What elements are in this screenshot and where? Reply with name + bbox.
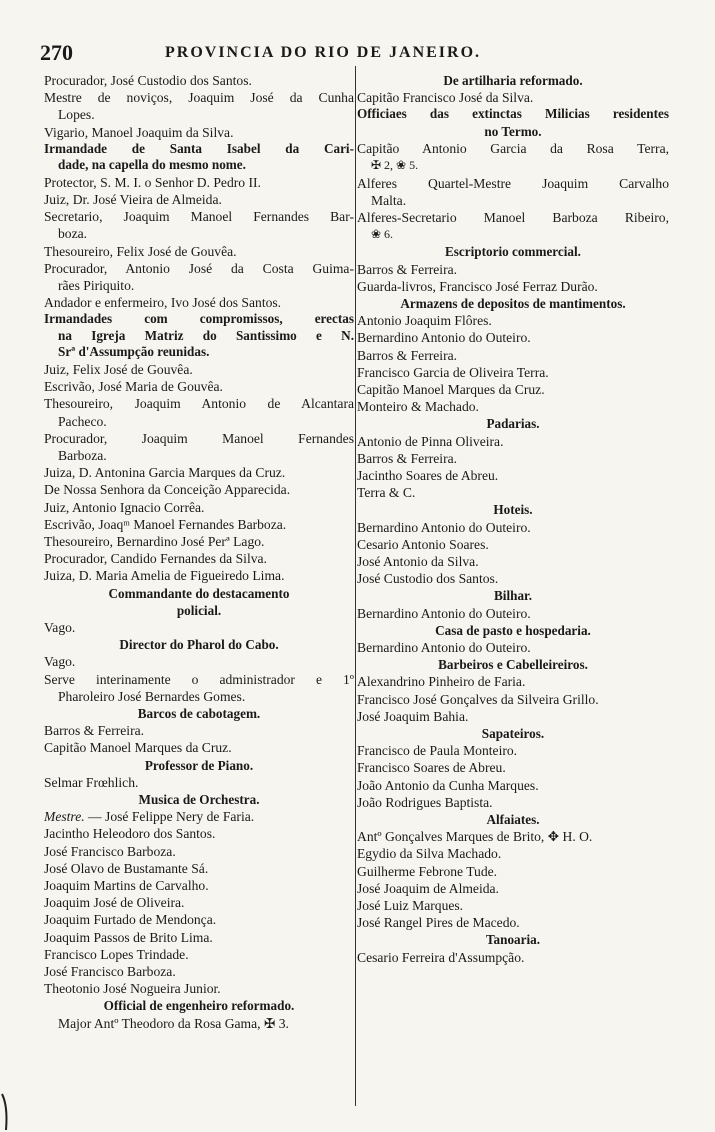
entry-role: Mestre.	[44, 809, 85, 825]
entry: Juiz, Felix José de Gouvêa.	[44, 361, 193, 377]
page-header	[40, 40, 690, 68]
entry: Bernardino Antonio do Outeiro.	[357, 640, 531, 655]
entry: Cesario Antonio Soares.	[357, 536, 489, 552]
entry: Escrivão, Joaqᵐ Manoel Fernandes Barboza.	[44, 516, 287, 532]
section-heading: Casa de pasto e hospedaria.	[435, 622, 591, 638]
entry: Selmar Frœhlich.	[44, 774, 139, 790]
entry: Pacheco.	[58, 413, 107, 429]
entry: Alferes-Secretario Manoel Barboza Ribeiro,	[357, 209, 669, 225]
entry: Terra & C.	[357, 485, 416, 501]
entry: Thesoureiro, Felix José de Gouvêa.	[44, 243, 237, 259]
section-heading: Barbeiros e Cabelleireiros.	[438, 657, 588, 673]
entry: Monteiro & Machado.	[357, 399, 479, 415]
entry: Malta.	[371, 192, 407, 208]
entry: Escrivão, José Maria de Gouvêa.	[44, 379, 223, 395]
entry: Barboza.	[58, 447, 107, 463]
section-heading: Tanoaria.	[485, 932, 541, 948]
section-heading: Official de engenheiro reformado.	[103, 998, 295, 1014]
entry: Pharoleiro José Bernardes Gomes.	[58, 688, 246, 704]
page-number: 270	[40, 40, 73, 65]
entry: José Joaquim de Almeida.	[357, 880, 499, 896]
entry: José Joaquim Bahia.	[357, 708, 469, 724]
section-heading: policial.	[176, 602, 222, 618]
entry: José Custodio dos Santos.	[357, 571, 499, 587]
section-heading: Irmandades com compromissos, erectas	[44, 311, 354, 327]
entry: João Antonio da Cunha Marques.	[357, 777, 539, 793]
entry: Barros & Ferreira.	[357, 261, 458, 277]
entry: Procurador, Joaquim Manoel Fernandes	[44, 430, 354, 446]
entry: Capitão Francisco José da Silva.	[357, 90, 534, 106]
entry: Protector, S. M. I. o Senhor D. Pedro II.	[44, 174, 261, 190]
entry: boza.	[58, 226, 88, 242]
section-heading: Barcos de cabotagem.	[137, 706, 261, 721]
entry: Serve interinamente o administrador e 1º	[44, 671, 354, 687]
section-heading: dade, na capella do mesmo nome.	[58, 157, 246, 173]
entry: De Nossa Senhora da Conceição Apparecida.	[44, 482, 291, 498]
entry: Antº Gonçalves Marques de Brito, ✥ H. O.	[357, 829, 593, 845]
entry: Egydio da Silva Machado.	[357, 846, 502, 862]
section-heading: Alfaiates.	[486, 812, 540, 828]
entry: José Olavo de Bustamante Sá.	[44, 860, 209, 876]
section-heading: Escriptorio commercial.	[445, 244, 581, 260]
entry: Vago.	[44, 619, 76, 635]
section-heading: Hoteis.	[493, 502, 533, 518]
entry: rães Piriquito.	[58, 278, 135, 294]
entry: Vago.	[44, 654, 76, 670]
entry: Lopes.	[58, 107, 95, 123]
section-heading: Armazens de depositos de mantimentos.	[400, 295, 626, 311]
entry: Capitão Manoel Marques da Cruz.	[44, 740, 232, 756]
section-heading: no Termo.	[484, 123, 542, 139]
entry: Juiz, Dr. José Vieira de Almeida.	[44, 192, 222, 208]
entry: Barros & Ferreira.	[357, 347, 458, 363]
entry: Juiz, Antonio Ignacio Corrêa.	[44, 499, 205, 515]
entry: Joaquim Passos de Brito Lima.	[44, 929, 213, 945]
section-heading: Padarias.	[486, 416, 540, 432]
left-column	[44, 72, 354, 1032]
entry: Francisco Soares de Abreu.	[357, 760, 506, 776]
entry: Antonio Joaquim Flôres.	[357, 313, 492, 329]
entry: José Francisco Barboza.	[44, 843, 176, 859]
entry: José Luiz Marques.	[357, 898, 464, 914]
entry: ✠ 2, ❀ 5.	[371, 158, 419, 173]
entry: João Rodrigues Baptista.	[357, 794, 493, 810]
entry: Procurador, Candido Fernandes da Silva.	[44, 551, 267, 567]
entry: Andador e enfermeiro, Ivo José dos Santos.	[44, 295, 282, 311]
scan-edge-mark	[0, 1092, 14, 1132]
entry: Secretario, Joaquim Manoel Fernandes Bar-	[44, 209, 354, 225]
section-heading: na Igreja Matriz do Santissimo e N.	[58, 327, 354, 343]
entry: Francisco José Gonçalves da Silveira Grillo.	[357, 691, 599, 707]
entry: Alexandrino Pinheiro de Faria.	[357, 674, 526, 690]
entry: Joaquim José de Oliveira.	[44, 895, 185, 911]
section-heading: Director do Pharol do Cabo.	[119, 637, 279, 653]
column-divider	[355, 66, 356, 1106]
entry: ❀ 6.	[371, 227, 394, 242]
section-heading: Bilhar.	[494, 588, 532, 604]
entry: Major Antº Theodoro da Rosa Gama, ✠ 3.	[58, 1015, 289, 1031]
entry: Bernardino Antonio do Outeiro.	[357, 330, 531, 346]
entry: Theotonio José Nogueira Junior.	[44, 981, 221, 997]
right-column	[357, 72, 669, 966]
entry: Francisco de Paula Monteiro.	[357, 743, 518, 759]
entry: Joaquim Furtado de Mendonça.	[44, 912, 217, 928]
entry: Barros & Ferreira.	[44, 723, 145, 739]
entry: Alferes Quartel-Mestre Joaquim Carvalho	[357, 175, 669, 191]
entry: Thesoureiro, Joaquim Antonio de Alcantara	[44, 396, 354, 412]
entry: Francisco Garcia de Oliveira Terra.	[357, 364, 549, 380]
entry: Jacintho Heleodoro dos Santos.	[44, 826, 216, 842]
entry: Thesoureiro, Bernardino José Perª Lago.	[44, 533, 265, 549]
section-heading: Srª d'Assumpção reunidas.	[58, 344, 210, 360]
entry: Juiza, D. Antonina Garcia Marques da Cruz.	[44, 465, 286, 481]
entry: Bernardino Antonio do Outeiro.	[357, 519, 531, 535]
entry: Joaquim Martins de Carvalho.	[44, 878, 209, 894]
entry: Mestre de noviços, Joaquim José da Cunha	[44, 90, 354, 106]
entry: Juiza, D. Maria Amelia de Figueiredo Lima.	[44, 568, 285, 584]
entry: Francisco Lopes Trindade.	[44, 946, 189, 962]
entry: Jacintho Soares de Abreu.	[357, 467, 499, 483]
entry: Guarda-livros, Francisco José Ferraz Durão.	[357, 278, 598, 294]
entry-name: — José Felippe Nery de Faria.	[84, 809, 255, 825]
entry: Bernardino Antonio do Outeiro.	[357, 605, 531, 621]
entry: Guilherme Febrone Tude.	[357, 863, 498, 879]
section-heading: Commandante do destacamento	[108, 585, 290, 601]
section-heading: Sapateiros.	[481, 726, 545, 742]
entry: Procurador, José Custodio dos Santos.	[44, 73, 252, 88]
section-heading: Irmandade de Santa Isabel da Cari-	[44, 140, 354, 156]
entry: Antonio de Pinna Oliveira.	[357, 433, 504, 449]
entry: Procurador, Antonio José da Costa Guima-	[44, 260, 354, 276]
entry: Barros & Ferreira.	[357, 450, 458, 466]
section-heading: De artilharia reformado.	[443, 73, 583, 88]
entry: Capitão Antonio Garcia da Rosa Terra,	[357, 141, 669, 157]
entry: Cesario Ferreira d'Assumpção.	[357, 949, 525, 965]
entry: Capitão Manoel Marques da Cruz.	[357, 381, 545, 397]
page-title: PROVINCIA DO RIO DE JANEIRO.	[165, 44, 482, 61]
section-heading: Officiaes das extinctas Milicias residentes	[357, 106, 669, 122]
entry: José Antonio da Silva.	[357, 553, 479, 569]
entry	[44, 808, 354, 825]
entry: José Francisco Barboza.	[44, 964, 176, 980]
section-heading: Professor de Piano.	[144, 757, 254, 773]
entry: Vigario, Manoel Joaquim da Silva.	[44, 124, 234, 140]
section-heading: Musica de Orchestra.	[138, 792, 260, 808]
entry: José Rangel Pires de Macedo.	[357, 915, 520, 931]
